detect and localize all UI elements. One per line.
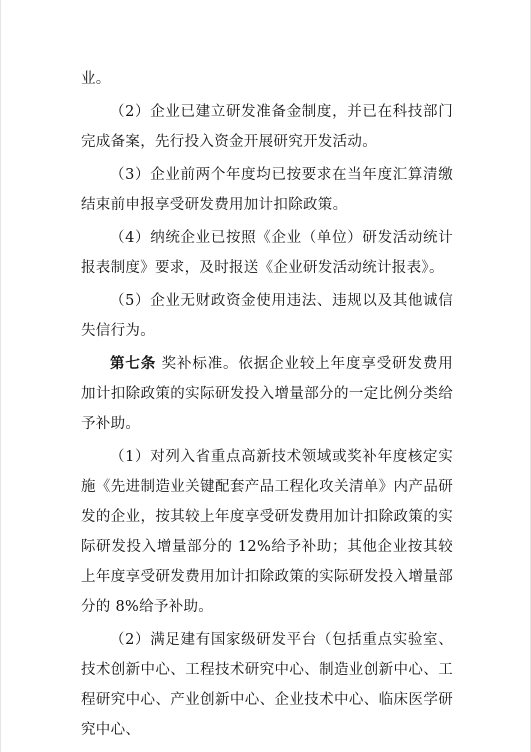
paragraph-text: 奖补标准。依据企业较上年度享受研发费用加计扣除政策的实际研发投入增量部分的一定比例分类给予补助。	[81, 356, 453, 432]
paragraph-text: （2）满足建有国家级研发平台（包括重点实验室、技术创新中心、工程技术研究中心、制造业创新中心、工程研究中心、产业创新中心、企业技术中心、临床医学研究中心、	[81, 632, 453, 738]
article-heading: 第七条	[110, 355, 157, 372]
paragraph-text: （1）对列入省重点高新技术领域或奖补年度核定实施《先进制造业关键配套产品工程化攻关清单》内产品研发的企业，按其较上年度享受研发费用加计扣除政策的实际研发投入增量部分的 12%给予补助；其他企业按其较上年度享受研发费用加计扣除政策的实际研发投入增量部分的 8%给予补助。	[81, 449, 453, 615]
paragraph-item-2	[81, 97, 453, 157]
paragraph-item-5	[81, 286, 453, 346]
paragraph-text: （3）企业前两个年度均已按要求在当年度汇算清缴结束前申报享受研发费用加计扣除政策。	[81, 167, 453, 213]
paragraph-text: （5）企业无财政资金使用违法、违规以及其他诚信失信行为。	[81, 293, 453, 339]
article-seven	[81, 349, 453, 439]
paragraph-text: 业。	[81, 71, 111, 87]
paragraph-subsidy-1	[81, 442, 453, 622]
paragraph-text: （4）纳统企业已按照《企业（单位）研发活动统计报表制度》要求，及时报送《企业研发活动统计报表》。	[81, 230, 453, 276]
paragraph-subsidy-2	[81, 625, 453, 745]
paragraph-item-3	[81, 160, 453, 220]
paragraph-continuation	[81, 64, 453, 94]
paragraph-item-4	[81, 223, 453, 283]
paragraph-text: （2）企业已建立研发准备金制度，并已在科技部门完成备案，先行投入资金开展研究开发活动。	[81, 104, 453, 150]
document-body	[81, 64, 453, 748]
